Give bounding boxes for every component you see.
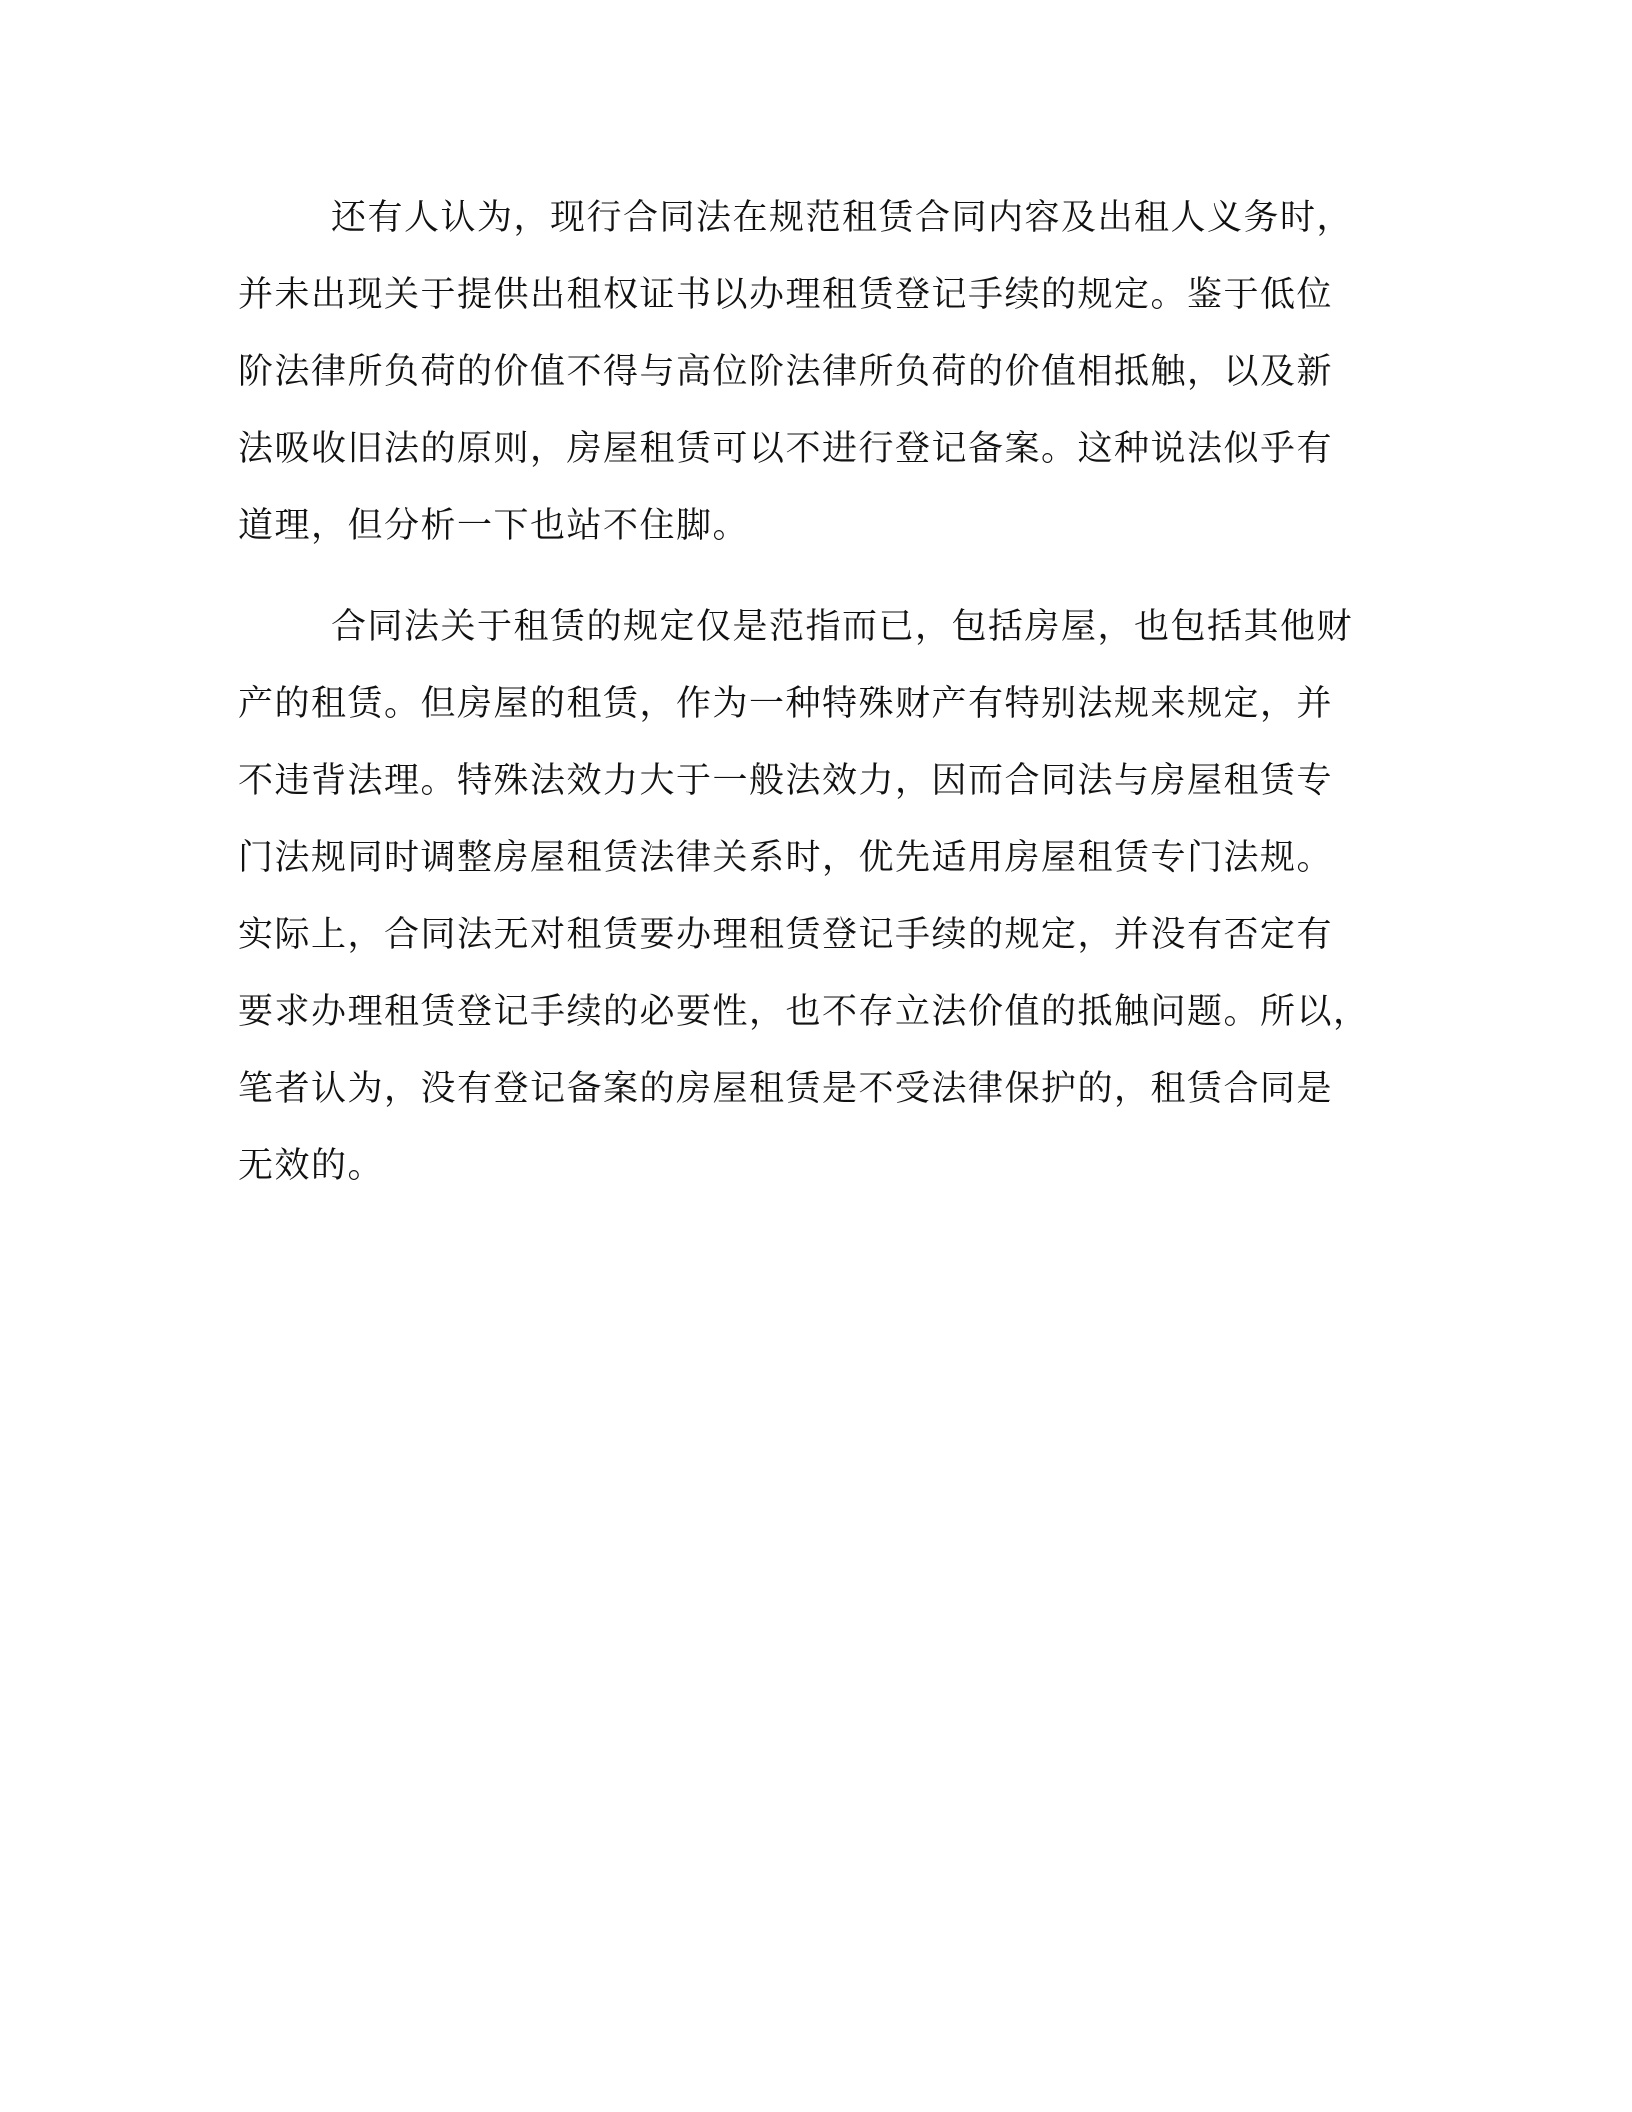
- paragraph-line: 要求办理租赁登记手续的必要性，也不存立法价值的抵触问题。所以，: [238, 992, 1370, 1032]
- paragraph-line: 还有人认为，现行合同法在规范租赁合同内容及出租人义务时，: [331, 198, 1354, 238]
- paragraph-line: 笔者认为，没有登记备案的房屋租赁是不受法律保护的，租赁合同是: [238, 1069, 1334, 1109]
- paragraph-line: 并未出现关于提供出租权证书以办理租赁登记手续的规定。鉴于低位: [238, 275, 1334, 315]
- paragraph-line: 合同法关于租赁的规定仅是范指而已，包括房屋，也包括其他财: [331, 607, 1354, 647]
- paragraph-line: 产的租赁。但房屋的租赁，作为一种特殊财产有特别法规来规定，并: [238, 684, 1334, 724]
- paragraph-line: 法吸收旧法的原则，房屋租赁可以不进行登记备案。这种说法似乎有: [238, 429, 1334, 469]
- paragraph-line: 门法规同时调整房屋租赁法律关系时，优先适用房屋租赁专门法规。: [238, 838, 1334, 878]
- paragraph-line: 无效的。: [238, 1146, 385, 1186]
- paragraph-line: 不违背法理。特殊法效力大于一般法效力，因而合同法与房屋租赁专: [238, 761, 1334, 801]
- paragraph-line: 道理，但分析一下也站不住脚。: [238, 506, 750, 546]
- paragraph-line: 实际上，合同法无对租赁要办理租赁登记手续的规定，并没有否定有: [238, 915, 1334, 955]
- paragraph-line: 阶法律所负荷的价值不得与高位阶法律所负荷的价值相抵触，以及新: [238, 352, 1334, 392]
